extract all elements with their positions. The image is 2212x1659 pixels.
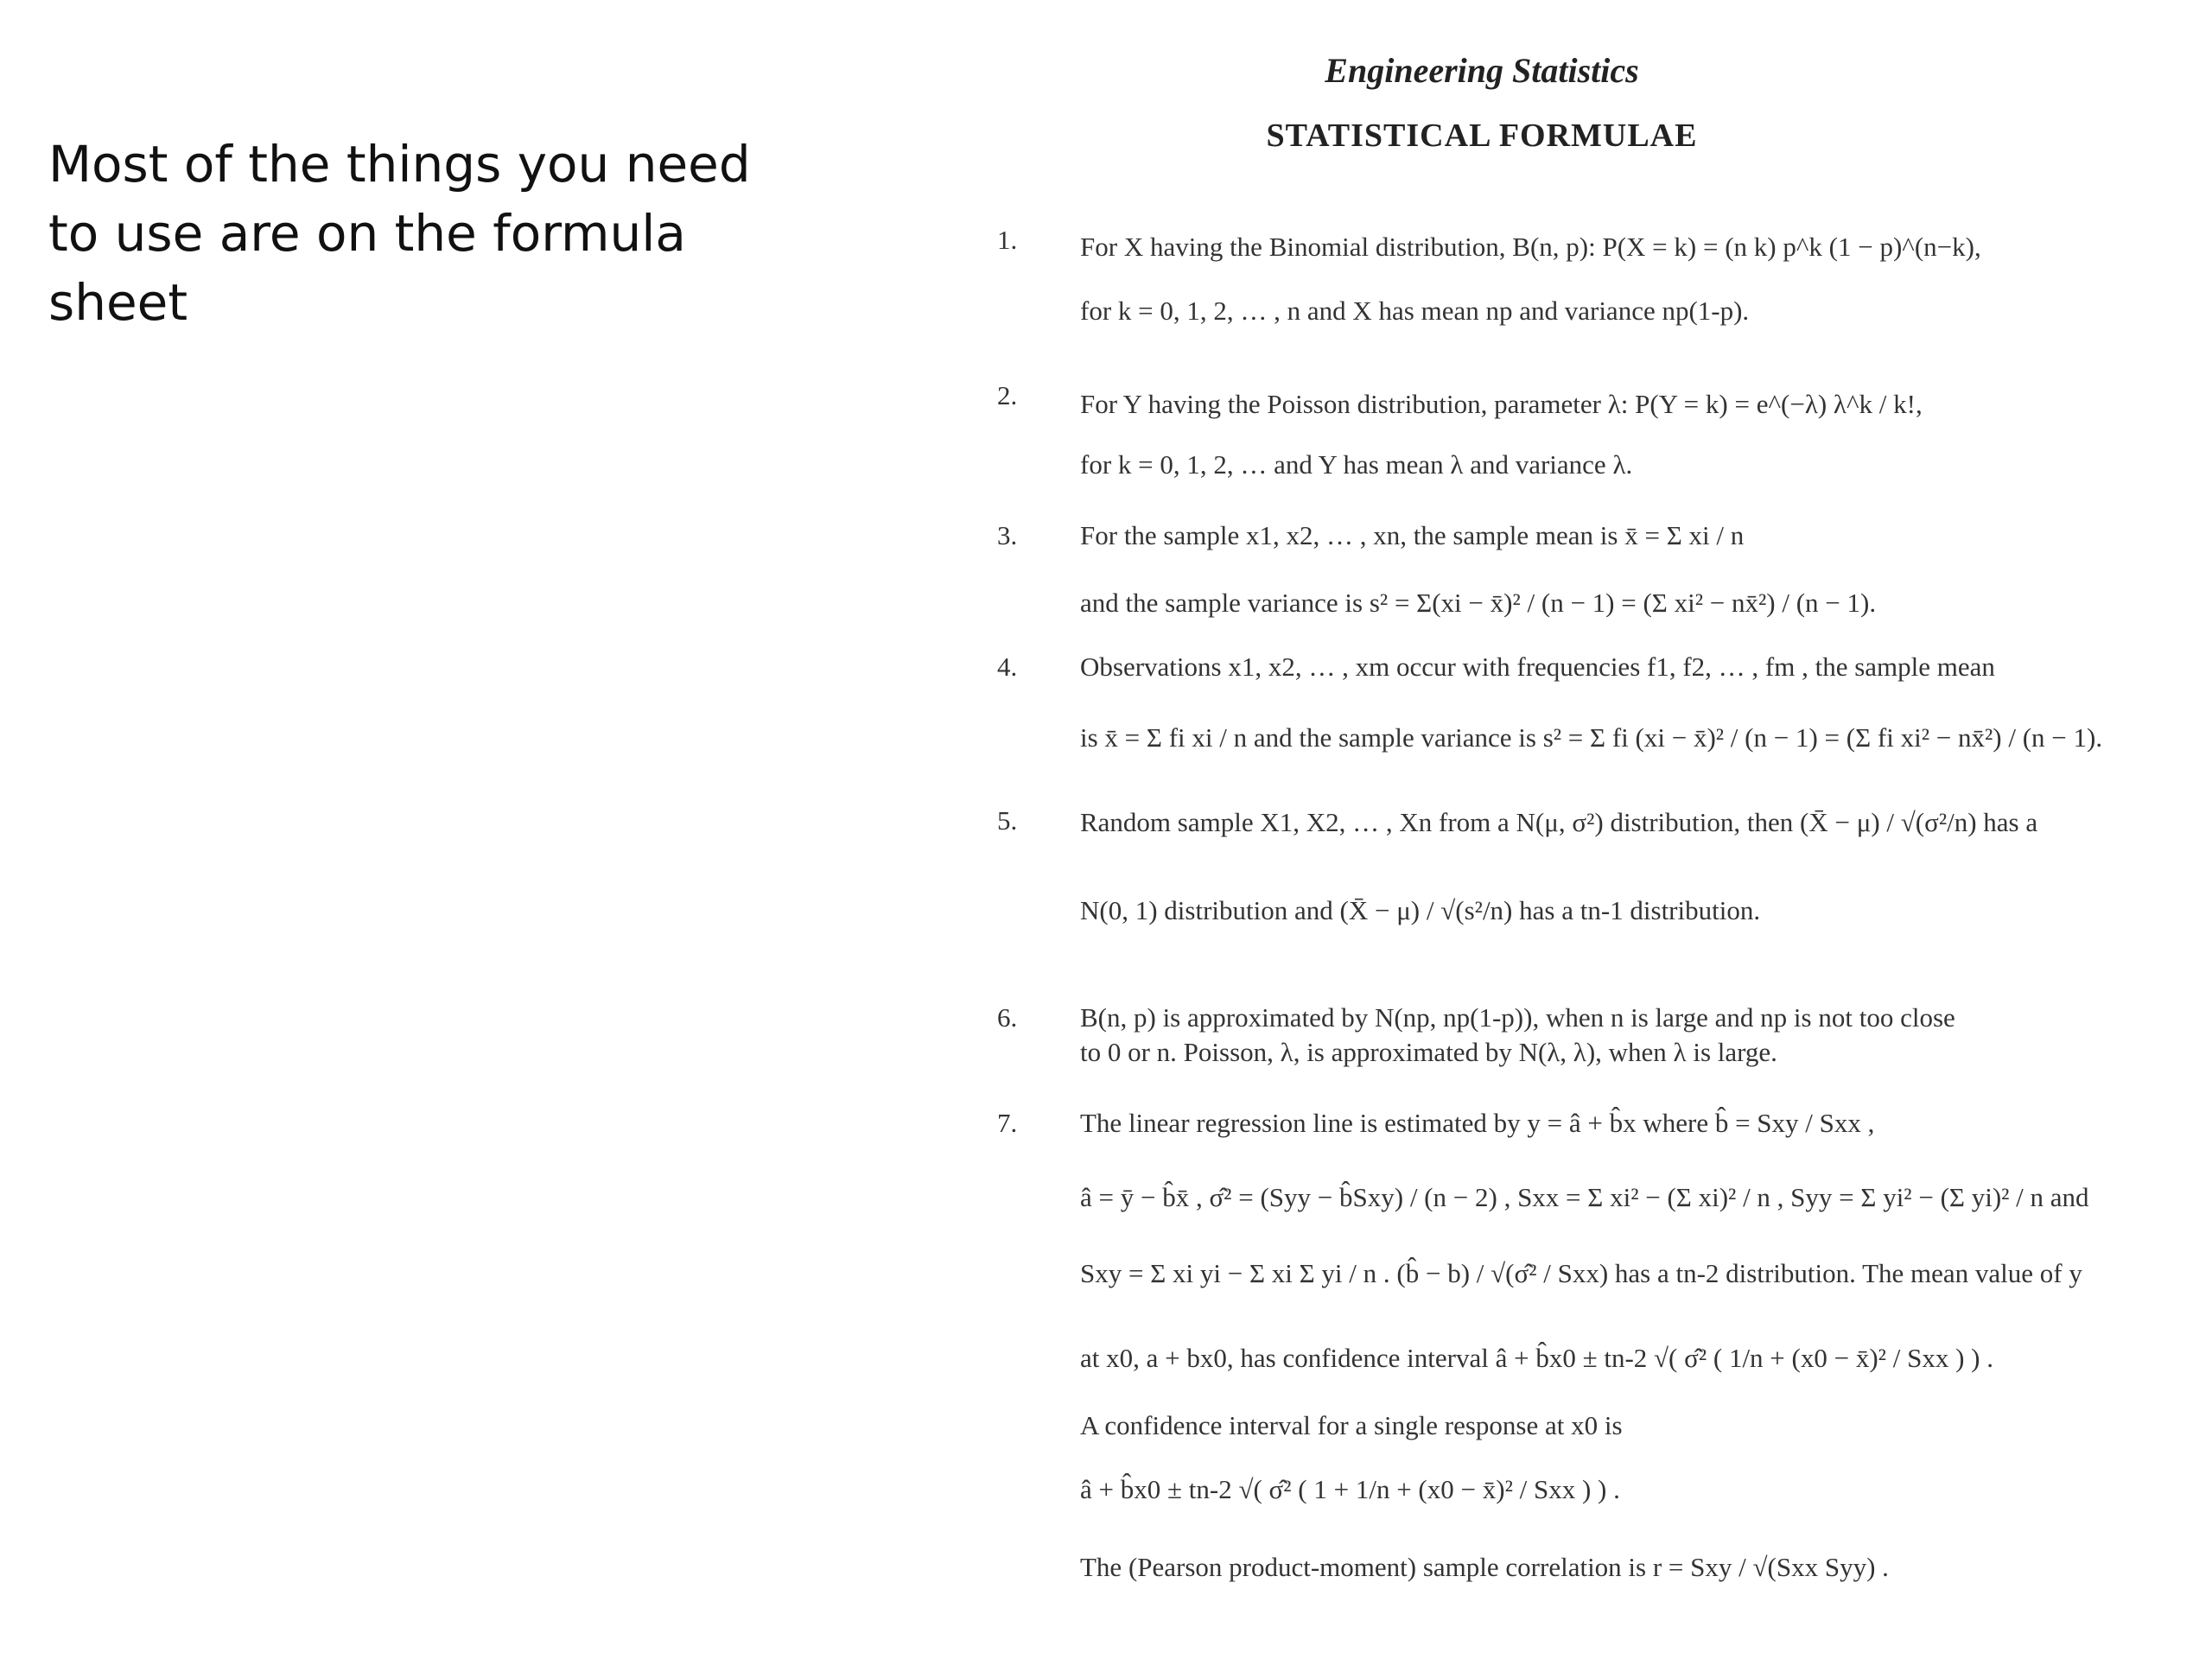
slide-caption: Most of the things you need to use are on the formula sheet	[48, 135, 751, 332]
formula-line: B(n, p) is approximated by N(np, np(1-p)), when n is large and np is not too close	[1080, 1002, 1955, 1033]
formula-line: For the sample x1, x2, … , xn, the sample mean is x̄ = Σ xi / n	[1080, 520, 1745, 550]
formula-line: Random sample X1, X2, … , Xn from a N(μ, σ²) distribution, then (X̄ − μ) / √(σ²/n) has a	[1080, 807, 2038, 837]
formula-line: to 0 or n. Poisson, λ, is approximated by N(λ, λ), when λ is large.	[1080, 1037, 1777, 1067]
formula-number: 1.	[997, 225, 1018, 255]
formula-line: â + b̂x0 ± tn-2 √( σ̂² ( 1 + 1/n + (x0 − x̄)² / Sxx ) ) .	[1080, 1474, 1620, 1504]
formula-line: A confidence interval for a single response at x0 is	[1080, 1410, 1623, 1440]
formula-line: is x̄ = Σ fi xi / n and the sample variance is s² = Σ fi (xi − x̄)² / (n − 1) = (Σ fi xi² − nx̄²) / (n − 1).	[1080, 722, 2103, 753]
formula-number: 4.	[997, 652, 1018, 682]
formula-line: The (Pearson product-moment) sample correlation is r = Sxy / √(Sxx Syy) .	[1080, 1552, 1889, 1582]
formula-number: 5.	[997, 805, 1018, 836]
formula-number: 2.	[997, 380, 1018, 410]
formula-body	[1080, 1001, 2100, 1070]
formula-line: and the sample variance is s² = Σ(xi − x̄)² / (n − 1) = (Σ xi² − nx̄²) / (n − 1).	[1080, 588, 1877, 618]
formula-sheet	[985, 0, 2195, 1659]
formula-number: 6.	[997, 1002, 1018, 1033]
formula-line: Observations x1, x2, … , xm occur with frequencies f1, f2, … , fm , the sample mean	[1080, 652, 1995, 682]
formula-line: For Y having the Poisson distribution, parameter λ: P(Y = k) = e^(−λ) λ^k / k!,	[1080, 389, 1923, 419]
formula-number: 3.	[997, 520, 1018, 550]
formula-body	[1080, 804, 2100, 928]
sheet-title: Engineering Statistics	[1325, 51, 1639, 90]
formula-body	[1080, 650, 2103, 755]
sheet-heading: STATISTICAL FORMULAE	[1266, 118, 1698, 154]
formula-line: Sxy = Σ xi yi − Σ xi Σ yi / n . (b̂ − b) / √(σ̂² / Sxx) has a tn-2 distribution. The mean value of y	[1080, 1258, 2082, 1288]
formula-line: for k = 0, 1, 2, … and Y has mean λ and variance λ.	[1080, 449, 1633, 480]
formula-line: â = ȳ − b̂x̄ , σ̂² = (Syy − b̂Sxy) / (n − 2) , Sxx = Σ xi² − (Σ xi)² / n , Syy = Σ yi² − (Σ yi)² / n and	[1080, 1182, 2089, 1212]
formula-body	[1080, 1106, 2100, 1585]
formula-body	[1080, 223, 2100, 328]
formula-line: at x0, a + bx0, has confidence interval â + b̂x0 ± tn-2 √( σ̂² ( 1/n + (x0 − x̄)² / Sxx ) ) .	[1080, 1343, 1993, 1373]
formula-number: 7.	[997, 1108, 1018, 1138]
formula-body	[1080, 378, 2100, 482]
formula-body	[1080, 518, 2100, 620]
sheet-header	[985, 50, 1979, 155]
formula-line: The linear regression line is estimated by y = â + b̂x where b̂ = Sxy / Sxx ,	[1080, 1108, 1875, 1138]
formula-line: for k = 0, 1, 2, … , n and X has mean np and variance np(1-p).	[1080, 296, 1750, 326]
formula-line: For X having the Binomial distribution, B(n, p): P(X = k) = (n k) p^k (1 − p)^(n−k),	[1080, 232, 1981, 262]
formula-line: N(0, 1) distribution and (X̄ − μ) / √(s²/n) has a tn-1 distribution.	[1080, 895, 1761, 925]
